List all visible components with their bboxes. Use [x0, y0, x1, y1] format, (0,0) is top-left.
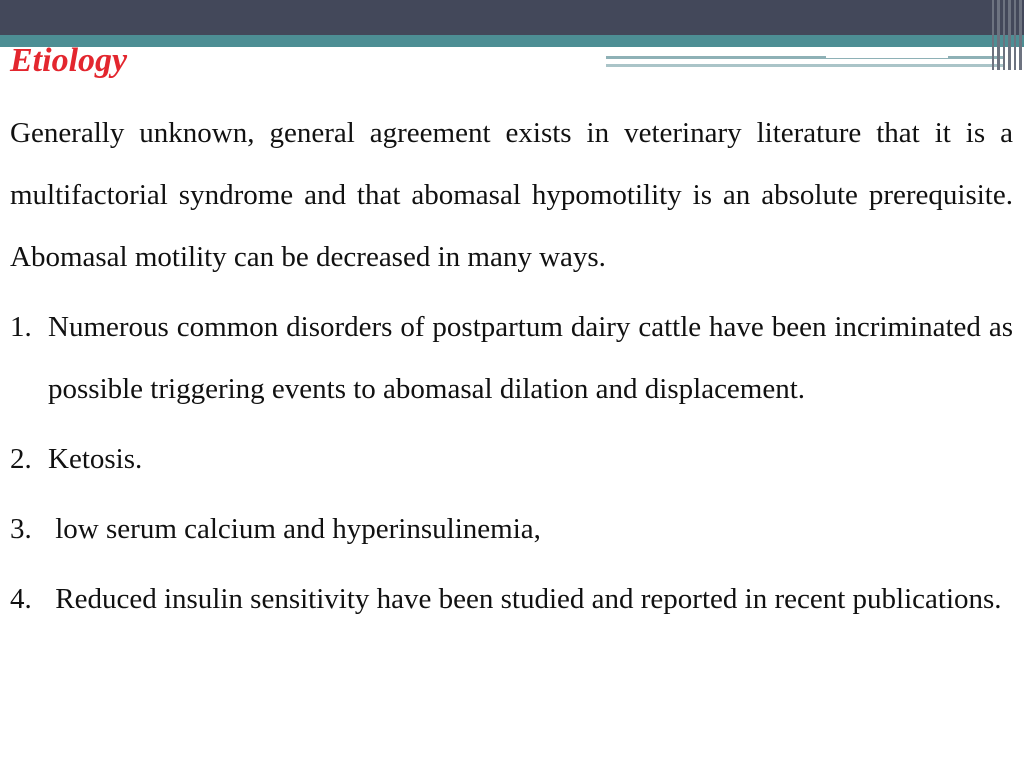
list-item — [10, 428, 1013, 490]
header-accent-bar — [0, 35, 1024, 47]
list-item-text: Numerous common disorders of postpartum dairy cattle have been incriminated as possible triggering events to abomasal dilation and displacement. — [48, 311, 1021, 405]
header-bar — [0, 0, 1024, 35]
list-item — [10, 568, 1013, 630]
list-item-text: low serum calcium and hyperinsulinemia, — [48, 513, 541, 545]
decorative-line — [826, 56, 948, 58]
decorative-stripe — [992, 0, 994, 70]
decorative-stripe — [1008, 0, 1011, 70]
list-item-text: Reduced insulin sensitivity have been studied and reported in recent publications. — [48, 583, 1002, 615]
decorative-line — [606, 64, 1004, 67]
slide-title: Etiology — [10, 42, 128, 79]
decorative-stripe — [1014, 0, 1016, 70]
list-item-number: 3. — [10, 513, 32, 545]
list-item — [10, 296, 1021, 420]
list-item-number: 4. — [10, 583, 32, 615]
decorative-stripe — [1003, 0, 1005, 70]
intro-paragraph: Generally unknown, general agreement exists in veterinary literature that it is a multifactorial syndrome and that abomasal hypomotility is an absolute prerequisite. Abomasal motility can be decreased in many ways. — [10, 117, 1013, 273]
list-item-text: Ketosis. — [48, 443, 143, 475]
list-item-number: 2. — [10, 443, 32, 475]
etiology-list — [10, 296, 1021, 630]
decorative-stripe — [1019, 0, 1022, 70]
slide-body — [10, 102, 1021, 638]
decorative-stripe — [997, 0, 1000, 70]
list-item-number: 1. — [10, 311, 32, 343]
list-item — [10, 498, 1013, 560]
